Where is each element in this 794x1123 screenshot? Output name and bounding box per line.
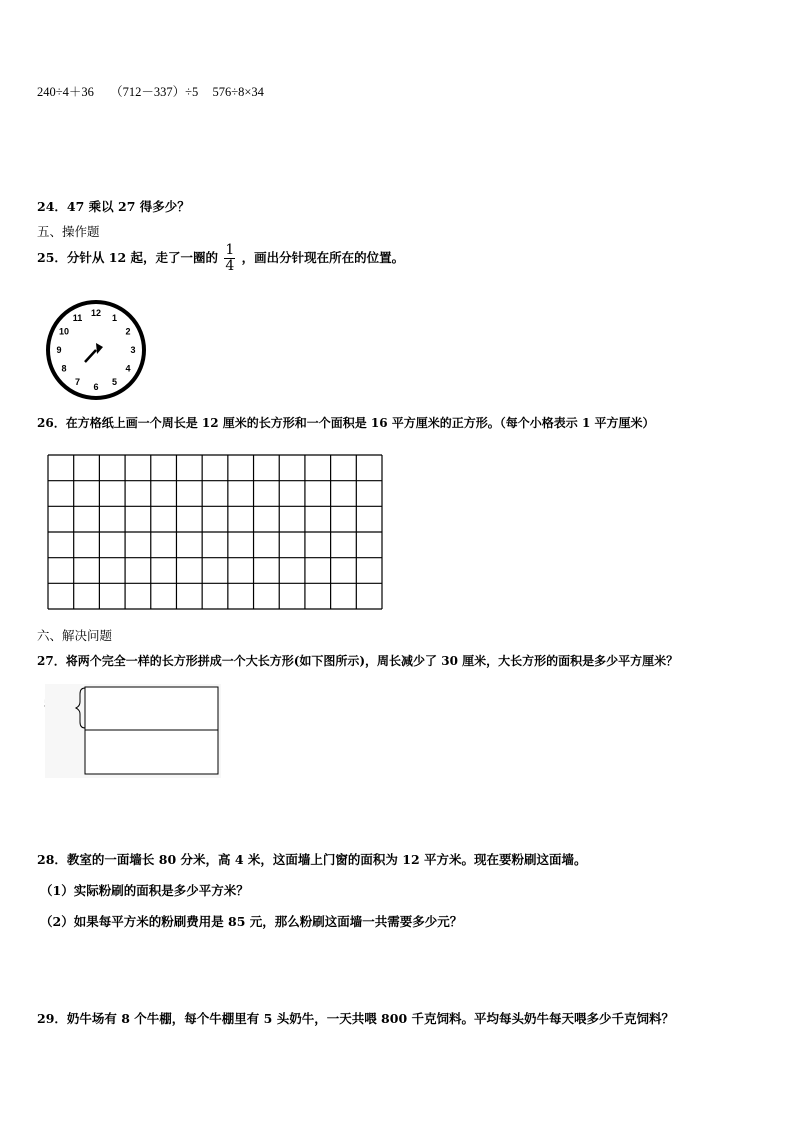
rectangles-figure	[44, 684, 222, 780]
expression-1: 240÷4＋36	[37, 85, 94, 99]
square-grid	[47, 454, 383, 610]
clock-number: 1	[111, 313, 118, 323]
question-28-part-1: （1）实际粉刷的面积是多少平方米？	[40, 883, 249, 898]
section-5-title: 五、操作题	[37, 224, 100, 239]
question-25	[37, 243, 404, 274]
fraction-numerator: 1	[225, 242, 235, 258]
clock-face	[44, 298, 148, 402]
expression-3: 576÷8×34	[212, 85, 264, 99]
clock-number: 6	[93, 382, 99, 392]
clock-number: 3	[130, 345, 136, 355]
question-28-part-2: （2）如果每平方米的粉刷费用是 85 元，那么粉刷这面墙一共需要多少元？	[40, 914, 463, 929]
question-26: 26．在方格纸上画一个周长是 12 厘米的长方形和一个面积是 16 平方厘米的正方形。（每个小格表示 1 平方厘米）	[37, 416, 655, 430]
clock-number: 10	[58, 326, 70, 337]
question-27: 27．将两个完全一样的长方形拼成一个大长方形(如下图所示)，周长减少了 30 厘米，大长方形的面积是多少平方厘米？	[37, 654, 679, 668]
upper-rectangle	[85, 687, 218, 730]
clock-number: 8	[61, 363, 67, 374]
clock-number: 2	[125, 326, 131, 337]
clock-number: 7	[74, 377, 81, 387]
clock-number: 12	[90, 308, 102, 318]
clock-number: 4	[125, 363, 131, 374]
clock-number: 9	[56, 345, 62, 355]
clock-number: 11	[72, 313, 83, 323]
expressions-row	[37, 84, 264, 100]
lower-rectangle	[85, 730, 218, 774]
fraction-one-quarter	[224, 243, 235, 274]
expression-2: （712－337）÷5	[110, 85, 199, 99]
clock-number: 5	[111, 377, 118, 387]
question-25-prefix: 25．分针从 12 起，走了一圈的	[37, 250, 218, 265]
question-28: 28．教室的一面墙长 80 分米，高 4 米，这面墙上门窗的面积为 12 平方米。现在要粉刷这面墙。	[37, 852, 587, 867]
question-25-suffix: ，画出分针现在所在的位置。	[241, 250, 405, 265]
question-29: 29．奶牛场有 8 个牛棚，每个牛棚里有 5 头奶牛，一天共喂 800 千克饲料。平均每头奶牛每天喂多少千克饲料？	[37, 1011, 674, 1026]
section-6-title: 六、解决问题	[37, 628, 113, 643]
fraction-denominator: 4	[225, 258, 235, 274]
question-24: 24．47 乘以 27 得多少？	[37, 199, 190, 214]
